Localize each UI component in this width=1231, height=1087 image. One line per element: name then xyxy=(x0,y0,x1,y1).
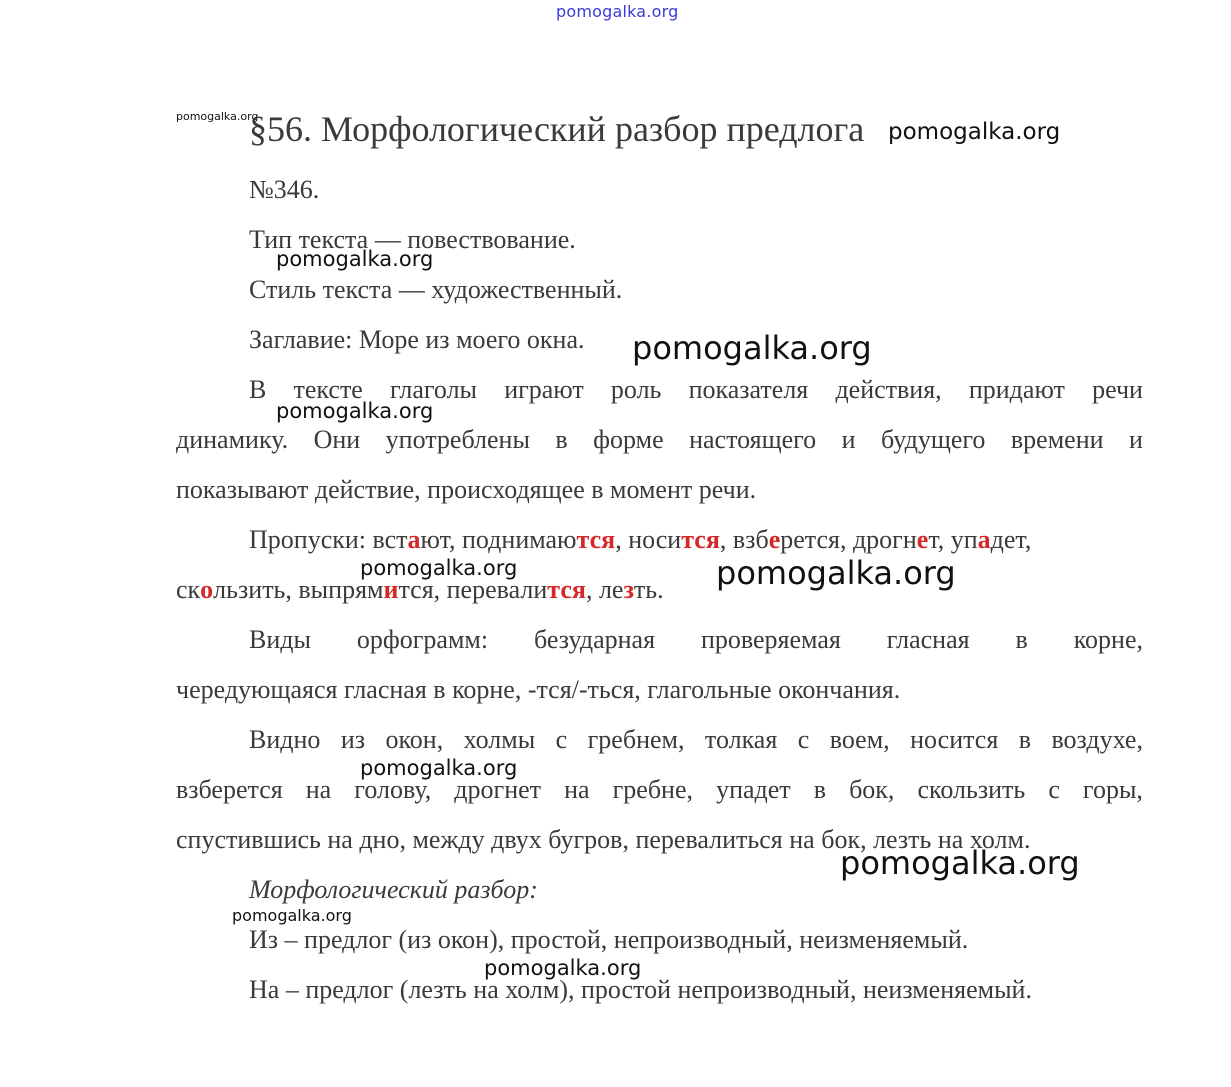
word: с xyxy=(797,725,810,754)
word: воем, xyxy=(829,725,890,754)
gaps-para-line-2 xyxy=(176,577,664,603)
text-type: Тип текста — повествование. xyxy=(249,225,576,254)
word: на xyxy=(564,775,590,804)
word: Они xyxy=(313,425,361,454)
text-fragment: , носи xyxy=(615,525,682,554)
watermark: pomogalka.org xyxy=(360,756,518,780)
word: дрогнет xyxy=(454,775,542,804)
word: голову, xyxy=(354,775,432,804)
word: употреблены xyxy=(385,425,530,454)
word: придают xyxy=(968,375,1065,404)
word: гребнем, xyxy=(587,725,685,754)
view-para-line-3: спустившись на дно, между двух бугров, перевалиться на бок, лезть на холм. xyxy=(176,825,1031,854)
highlighted-letters: и xyxy=(383,575,399,604)
text-fragment: т, уп xyxy=(928,525,978,554)
watermark-top[interactable]: pomogalka.org xyxy=(556,2,679,21)
text-fragment: , взб xyxy=(719,525,769,554)
highlighted-letters: тся xyxy=(576,525,616,554)
word: на xyxy=(305,775,332,804)
orthogram-line-2: чередующаяся гласная в корне, -тся/-ться, глагольные окончания. xyxy=(176,675,901,704)
verbs-para-line-2 xyxy=(176,427,1143,453)
word: динамику. xyxy=(176,425,289,454)
text-fragment: льзить, выпрям xyxy=(213,575,384,604)
word: в xyxy=(813,775,826,804)
text-fragment: Пропуски: вст xyxy=(249,525,408,554)
word: гребне, xyxy=(612,775,693,804)
page-title: §56. Морфологический разбор предлога xyxy=(249,109,865,149)
word: окон, xyxy=(385,725,444,754)
text-fragment: ть. xyxy=(633,575,664,604)
word: в xyxy=(1015,625,1028,654)
highlighted-letters: а xyxy=(407,525,421,554)
word: показателя xyxy=(688,375,809,404)
word: Видно xyxy=(249,725,321,754)
text-fragment: тся, перевали xyxy=(398,575,548,604)
watermark: pomogalka.org xyxy=(176,110,259,123)
highlighted-letters: тся xyxy=(681,525,720,554)
highlighted-letters: е xyxy=(768,525,781,554)
word: глаголы xyxy=(390,375,478,404)
highlighted-letters: е xyxy=(916,525,929,554)
word: с xyxy=(555,725,568,754)
text-fragment: ск xyxy=(176,575,201,604)
word: В xyxy=(249,375,267,404)
word: скользить xyxy=(917,775,1026,804)
watermark: pomogalka.org xyxy=(632,329,872,367)
word: холмы xyxy=(463,725,536,754)
word: времени xyxy=(1010,425,1104,454)
word: упадет xyxy=(716,775,791,804)
word: носится xyxy=(910,725,999,754)
word: проверяемая xyxy=(700,625,841,654)
word: в xyxy=(555,425,568,454)
word: толкая xyxy=(704,725,778,754)
heading-line: Заглавие: Море из моего окна. xyxy=(249,325,585,354)
watermark: pomogalka.org xyxy=(276,399,434,423)
word: действия, xyxy=(835,375,942,404)
word: с xyxy=(1048,775,1060,804)
watermark: pomogalka.org xyxy=(840,844,1080,882)
word: и xyxy=(841,425,856,454)
watermark: pomogalka.org xyxy=(276,247,434,271)
watermark: pomogalka.org xyxy=(232,906,352,925)
word: будущего xyxy=(881,425,986,454)
word: безударная xyxy=(534,625,656,654)
word: форме xyxy=(593,425,664,454)
word: роль xyxy=(610,375,662,404)
text-fragment: ют, поднимаю xyxy=(420,525,577,554)
text-fragment: рется, дрогн xyxy=(780,525,917,554)
word: орфограмм: xyxy=(356,625,489,654)
gaps-para-line-1 xyxy=(249,527,1143,553)
highlighted-letters: тся xyxy=(547,575,586,604)
word: в xyxy=(1018,725,1032,754)
text-fragment: дет, xyxy=(990,525,1032,554)
highlighted-letters: з xyxy=(623,575,634,604)
word: настоящего xyxy=(689,425,817,454)
word: бок, xyxy=(849,775,895,804)
word: воздухе, xyxy=(1051,725,1143,754)
watermark: pomogalka.org xyxy=(716,554,956,592)
highlighted-letters: о xyxy=(200,575,214,604)
word: и xyxy=(1129,425,1143,454)
word: горы, xyxy=(1082,775,1143,804)
text-style: Стиль текста — художественный. xyxy=(249,275,623,304)
morph-line-2: На – предлог (лезть на холм), простой непроизводный, неизменяемый. xyxy=(249,975,1032,1004)
word: тексте xyxy=(293,375,363,404)
view-para-line-2 xyxy=(176,777,1143,803)
watermark: pomogalka.org xyxy=(360,556,518,580)
text-fragment: , ле xyxy=(585,575,624,604)
exercise-number: №346. xyxy=(249,175,320,204)
word: взберется xyxy=(176,775,283,804)
word: играют xyxy=(504,375,584,404)
morph-heading: Морфологический разбор: xyxy=(249,875,538,904)
word: Виды xyxy=(249,625,311,654)
watermark: pomogalka.org xyxy=(888,119,1061,145)
morph-line-1: Из – предлог (из окон), простой, непроизводный, неизменяемый. xyxy=(249,925,969,954)
word: гласная xyxy=(886,625,970,654)
verbs-para-line-3: показывают действие, происходящее в момент речи. xyxy=(176,475,757,504)
word: из xyxy=(340,725,366,754)
orthogram-line-1 xyxy=(249,627,1143,653)
word: речи xyxy=(1092,375,1143,404)
watermark: pomogalka.org xyxy=(484,956,642,980)
highlighted-letters: а xyxy=(977,525,991,554)
word: корне, xyxy=(1073,625,1143,654)
view-para-line-1 xyxy=(249,727,1143,753)
